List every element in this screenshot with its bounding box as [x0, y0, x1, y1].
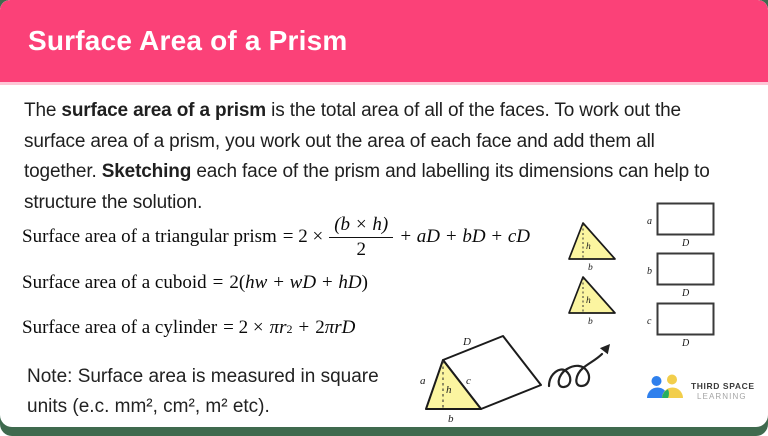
triangle-shape — [569, 223, 615, 259]
intro-bold-term: surface area of a prism — [61, 100, 267, 121]
side-a-label: a — [420, 375, 426, 387]
formula-cuboid — [22, 272, 368, 294]
formula-equals: = 2 × — [223, 317, 264, 338]
formula-term-2 — [315, 317, 355, 339]
depth-label: D — [463, 336, 471, 348]
note-line-2: units (e.c. mm², cm², m² etc). — [27, 396, 270, 417]
width-label: D — [682, 288, 690, 299]
intro-text: structure the solution. — [24, 191, 203, 213]
coefficient: 2( — [229, 272, 246, 293]
intro-paragraph — [24, 96, 710, 218]
base-label: b — [588, 317, 593, 326]
note-paragraph — [27, 362, 379, 422]
fraction-denominator: 2 — [356, 238, 366, 260]
third-space-learning-logo — [645, 372, 763, 410]
formula-equals: = 2 × — [282, 226, 324, 247]
plus-sign: + — [298, 317, 310, 338]
rect-face-b — [658, 254, 714, 285]
pi-r-d: πrD — [324, 317, 356, 338]
triangle-face-diagram-1 — [566, 216, 622, 272]
intro-text: The — [24, 100, 62, 121]
rect-face-c — [658, 304, 714, 335]
page-title: Surface Area of a Prism — [28, 25, 348, 56]
intro-text: surface area of a prism, you work out the area of each face and add them all — [24, 130, 655, 152]
triangle-shape — [569, 277, 615, 313]
rect-face-a — [658, 204, 714, 235]
intro-line-2 — [24, 127, 710, 158]
formula-label: Surface area of a triangular prism — [22, 226, 277, 247]
logo-text-line-1: THIRD SPACE — [691, 381, 755, 391]
side-label: a — [647, 216, 652, 227]
squiggle-path — [549, 354, 602, 387]
arrowhead — [600, 344, 610, 354]
intro-text: each face of the prism and labelling its dimensions can help to — [191, 161, 710, 182]
note-line-1: Note: Surface area is measured in square — [27, 366, 379, 387]
intro-line-1 — [24, 96, 710, 127]
side-c-label: c — [466, 375, 471, 387]
triangle-face-diagram-2 — [566, 270, 622, 326]
header-bar — [0, 0, 768, 82]
formula-terms: hw + wD + hD — [245, 272, 362, 293]
height-label: h — [446, 384, 452, 396]
base-label: b — [448, 413, 454, 425]
rectangle-faces-diagram — [642, 200, 754, 350]
width-label: D — [682, 238, 690, 249]
formula-cylinder — [22, 317, 355, 339]
formula-triangular-prism — [22, 214, 530, 260]
intro-line-3 — [24, 157, 710, 188]
formula-label: Surface area of a cuboid — [22, 272, 207, 293]
formula-expression — [229, 272, 368, 294]
intro-text: together. — [24, 161, 102, 182]
fraction — [329, 214, 393, 261]
side-label: b — [647, 266, 652, 277]
height-label: h — [586, 242, 591, 252]
squiggle-arrow-icon — [544, 334, 620, 392]
intro-bold-term: Sketching — [101, 161, 192, 182]
side-label: c — [647, 316, 652, 327]
base-label: b — [588, 263, 593, 272]
width-label: D — [682, 338, 690, 349]
coefficient: 2 — [315, 317, 325, 338]
prism-diagram — [412, 330, 552, 427]
intro-text: is the total area of all of the faces. To work out the — [266, 100, 681, 121]
exponent: 2 — [286, 322, 293, 336]
fraction-numerator: (b × h) — [329, 214, 393, 238]
pi-r: πr — [269, 317, 287, 338]
close-paren: ) — [361, 272, 368, 293]
formula-terms: + aD + bD + cD — [399, 226, 531, 247]
formula-label: Surface area of a cylinder — [22, 317, 218, 338]
logo-mark-icon — [647, 375, 683, 399]
formula-equals: = — [212, 272, 224, 293]
formula-term-1 — [270, 317, 293, 339]
logo-text-line-2: LEARNING — [697, 392, 747, 401]
height-label: h — [586, 296, 591, 306]
